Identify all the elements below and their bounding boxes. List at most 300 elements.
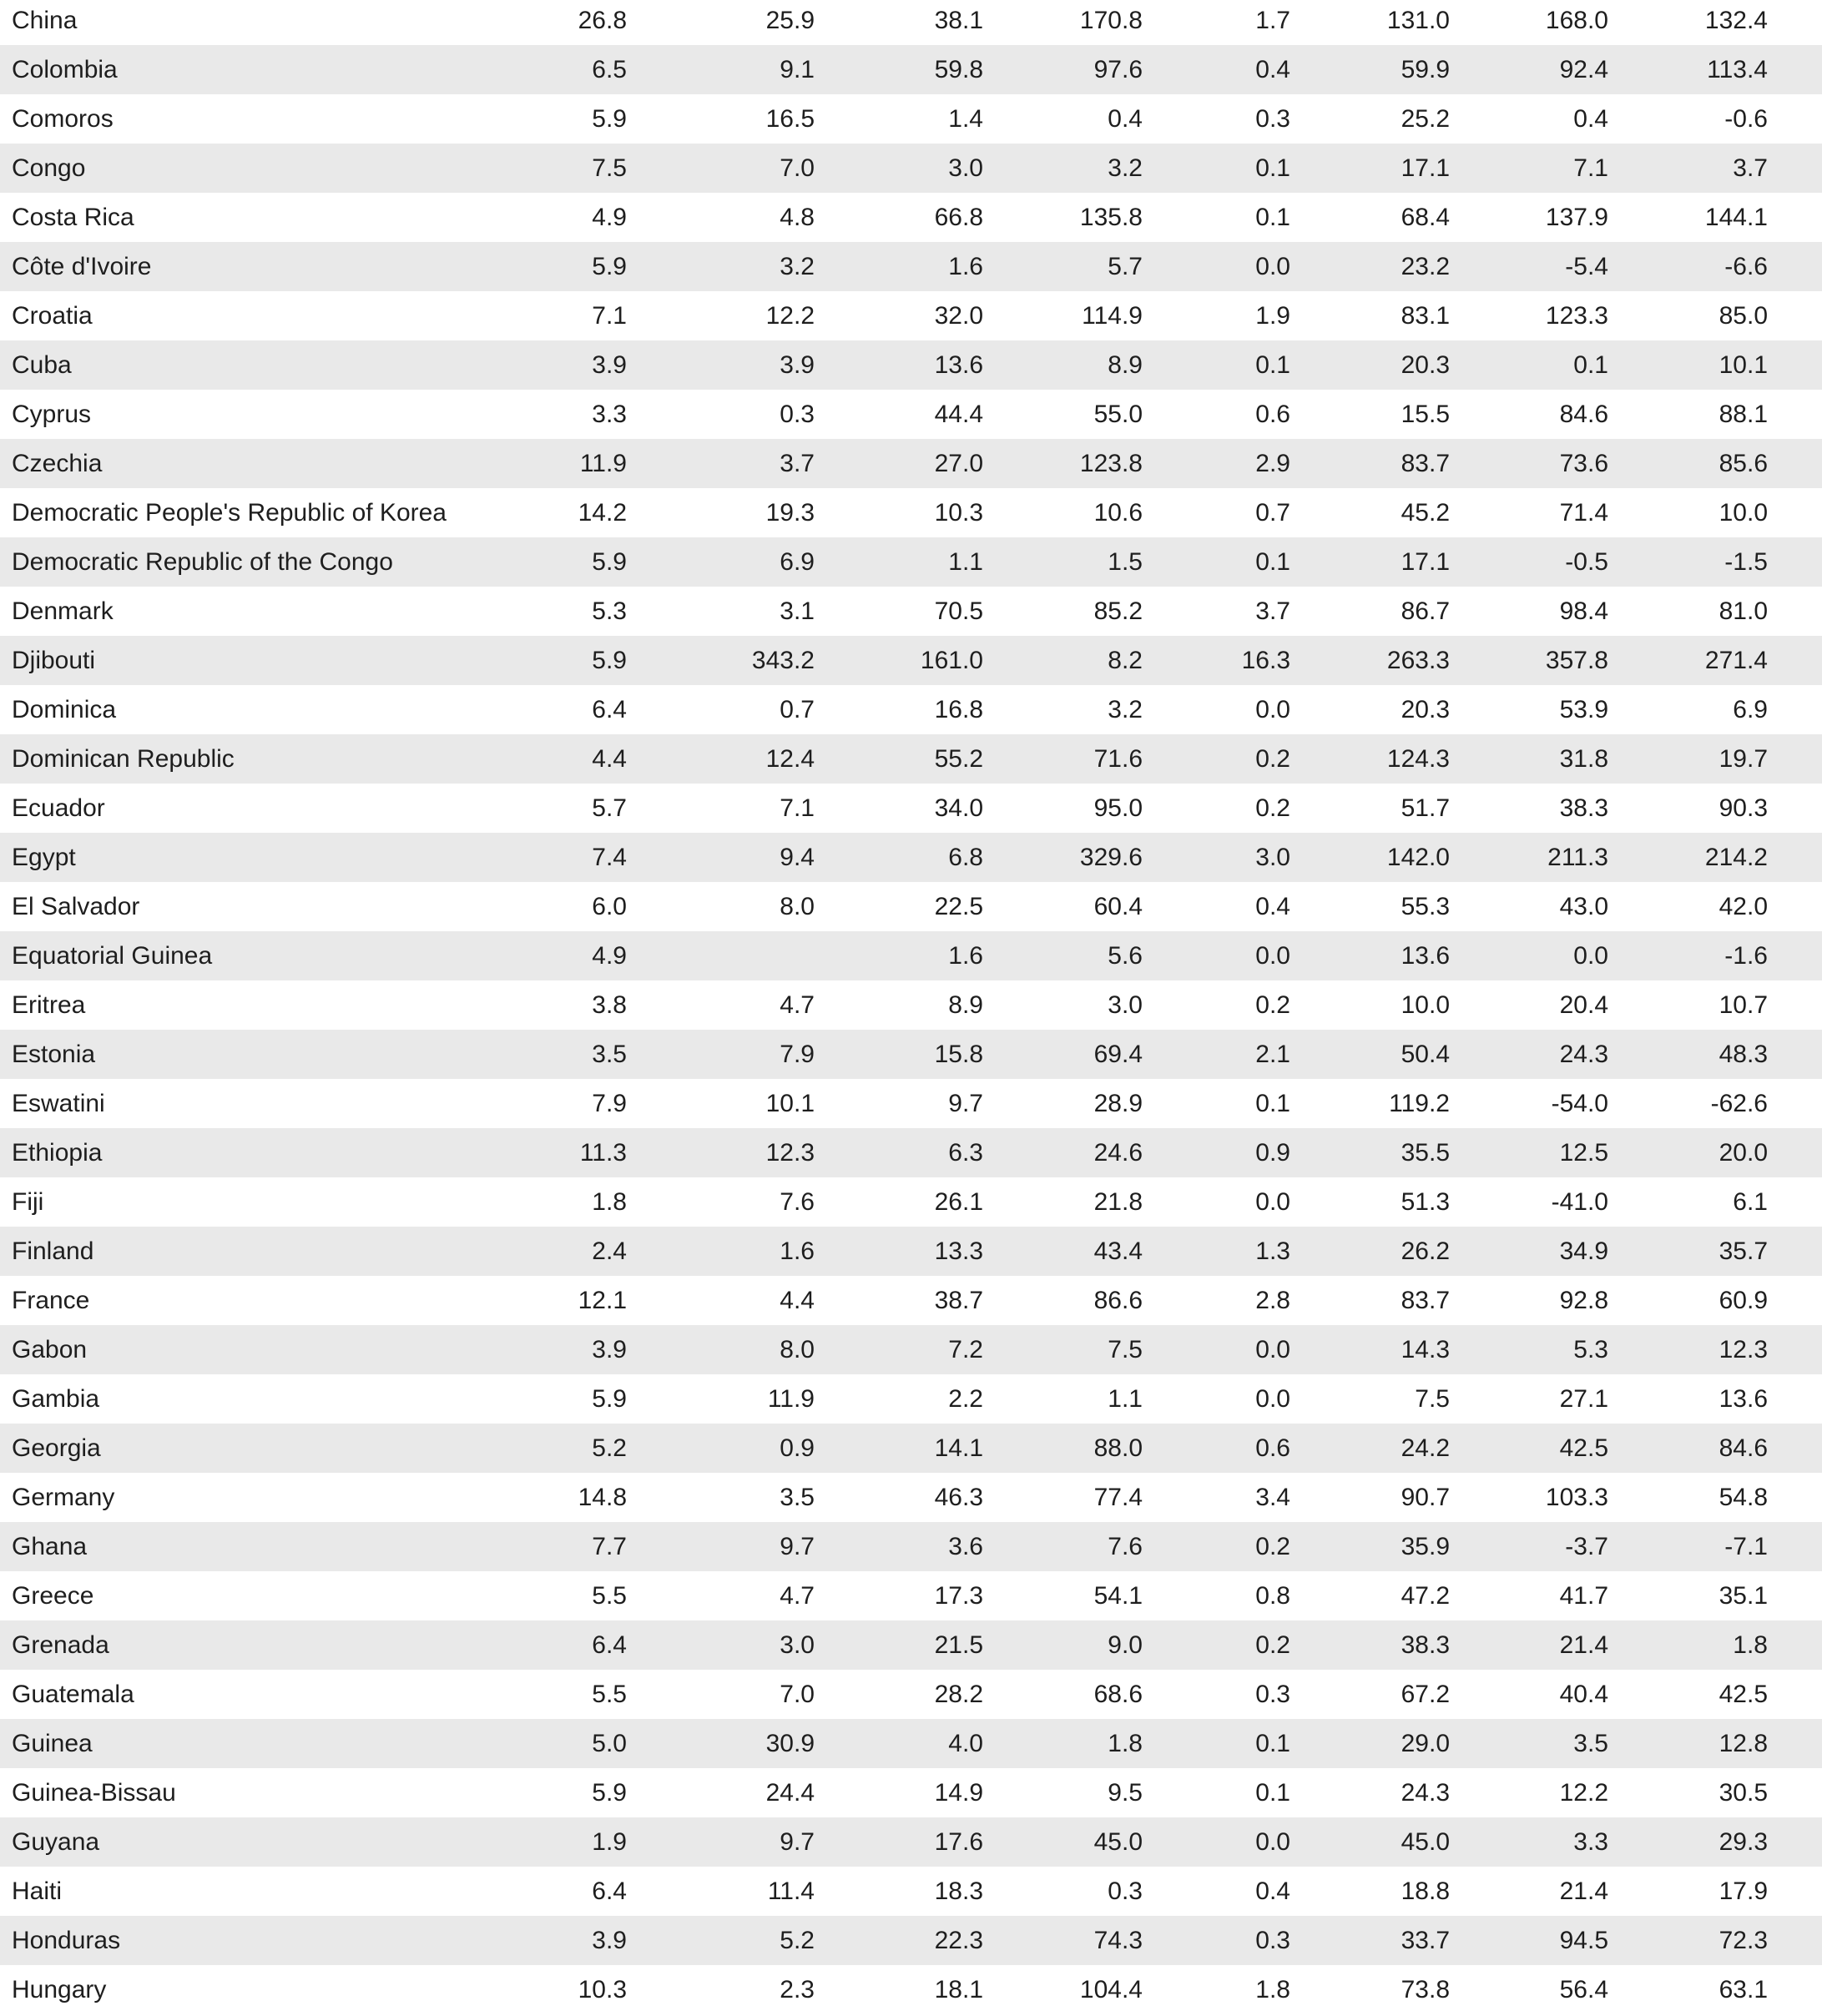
value-cell: -3.7 — [1565, 1533, 1608, 1560]
value-cell: 123.8 — [1079, 450, 1143, 477]
value-cell: 10.7 — [1719, 991, 1768, 1019]
value-cell: 21.4 — [1559, 1631, 1608, 1659]
value-cell: 67.2 — [1401, 1681, 1450, 1708]
value-cell: 3.8 — [592, 991, 627, 1019]
country-name-cell: Georgia — [12, 1434, 101, 1462]
value-cell: 3.4 — [1255, 1484, 1290, 1511]
value-cell: 42.5 — [1559, 1434, 1608, 1462]
value-cell: 3.7 — [1255, 597, 1290, 625]
value-cell: 98.4 — [1559, 597, 1608, 625]
value-cell: 114.9 — [1082, 302, 1143, 330]
value-cell: 132.4 — [1704, 7, 1768, 34]
value-cell: 8.0 — [780, 893, 815, 920]
value-cell: 0.2 — [1255, 1631, 1290, 1659]
value-cell: 13.3 — [934, 1237, 983, 1265]
country-name-cell: Finland — [12, 1237, 94, 1265]
value-cell: 0.4 — [1255, 56, 1290, 83]
value-cell: 123.3 — [1545, 302, 1608, 330]
value-cell: 3.2 — [780, 253, 815, 280]
value-cell: 168.0 — [1545, 7, 1608, 34]
value-cell: 0.2 — [1255, 1533, 1290, 1560]
value-cell: 4.9 — [592, 942, 627, 970]
value-cell: 6.0 — [592, 893, 627, 920]
value-cell: 16.3 — [1241, 647, 1290, 674]
value-cell: 7.5 — [1108, 1336, 1143, 1363]
country-name-cell: Greece — [12, 1582, 94, 1610]
value-cell: 9.7 — [780, 1533, 815, 1560]
value-cell: 14.1 — [934, 1434, 983, 1462]
value-cell: 15.5 — [1401, 401, 1450, 428]
value-cell: 31.8 — [1559, 745, 1608, 773]
value-cell: 3.0 — [1255, 844, 1290, 871]
value-cell: 5.9 — [592, 105, 627, 133]
value-cell: 8.9 — [948, 991, 983, 1019]
country-name-cell: Honduras — [12, 1927, 121, 1954]
table-row — [0, 1670, 1822, 1719]
value-cell: 5.2 — [592, 1434, 627, 1462]
value-cell: 0.0 — [1573, 942, 1608, 970]
value-cell: 11.9 — [767, 1385, 815, 1413]
value-cell: 7.7 — [592, 1533, 627, 1560]
value-cell: 0.4 — [1108, 105, 1143, 133]
value-cell: 2.8 — [1255, 1287, 1290, 1314]
value-cell: 1.9 — [1255, 302, 1290, 330]
country-name-cell: El Salvador — [12, 893, 140, 920]
value-cell: 357.8 — [1545, 647, 1608, 674]
value-cell: 9.4 — [780, 844, 815, 871]
value-cell: 2.9 — [1255, 450, 1290, 477]
value-cell: 20.3 — [1401, 696, 1450, 723]
value-cell: 0.1 — [1255, 548, 1290, 576]
value-cell: 55.3 — [1401, 893, 1450, 920]
table-row — [0, 1030, 1822, 1079]
value-cell: 5.5 — [592, 1582, 627, 1610]
value-cell: 34.0 — [934, 794, 983, 822]
country-name-cell: Ethiopia — [12, 1139, 103, 1167]
value-cell: 7.5 — [592, 154, 627, 182]
value-cell: 0.8 — [1255, 1582, 1290, 1610]
value-cell: 16.8 — [934, 696, 983, 723]
value-cell: 22.3 — [934, 1927, 983, 1954]
country-name-cell: Gambia — [12, 1385, 100, 1413]
table-row — [0, 242, 1822, 291]
value-cell: 84.6 — [1719, 1434, 1768, 1462]
country-name-cell: France — [12, 1287, 90, 1314]
table-row — [0, 1867, 1822, 1916]
value-cell: 24.6 — [1093, 1139, 1143, 1167]
table-row — [0, 537, 1822, 587]
value-cell: 113.4 — [1707, 56, 1768, 83]
value-cell: 3.5 — [592, 1041, 627, 1068]
value-cell: 47.2 — [1401, 1582, 1450, 1610]
value-cell: 16.5 — [765, 105, 815, 133]
value-cell: 6.4 — [592, 1631, 627, 1659]
value-cell: 24.3 — [1559, 1041, 1608, 1068]
value-cell: 6.4 — [592, 1877, 627, 1905]
value-cell: 5.5 — [592, 1681, 627, 1708]
country-name-cell: Costa Rica — [12, 204, 134, 231]
value-cell: 17.9 — [1719, 1877, 1768, 1905]
value-cell: 6.4 — [592, 696, 627, 723]
table-row — [0, 1620, 1822, 1670]
value-cell: 40.4 — [1559, 1681, 1608, 1708]
value-cell: 4.7 — [780, 1582, 815, 1610]
table-row — [0, 144, 1822, 193]
value-cell: 104.4 — [1079, 1976, 1143, 2003]
country-name-cell: China — [12, 7, 78, 34]
value-cell: 56.4 — [1559, 1976, 1608, 2003]
country-name-cell: Côte d'Ivoire — [12, 253, 152, 280]
value-cell: 28.2 — [934, 1681, 983, 1708]
value-cell: 2.2 — [948, 1385, 983, 1413]
value-cell: 12.4 — [765, 745, 815, 773]
value-cell: 5.9 — [592, 1779, 627, 1807]
value-cell: 8.0 — [780, 1336, 815, 1363]
table-row — [0, 1473, 1822, 1522]
value-cell: 5.3 — [592, 597, 627, 625]
table-row — [0, 340, 1822, 390]
value-cell: 7.6 — [780, 1188, 815, 1216]
value-cell: 12.2 — [765, 302, 815, 330]
value-cell: 68.4 — [1401, 204, 1450, 231]
value-cell: 20.3 — [1401, 351, 1450, 379]
value-cell: 15.8 — [934, 1041, 983, 1068]
value-cell: 0.6 — [1255, 1434, 1290, 1462]
value-cell: 5.2 — [780, 1927, 815, 1954]
value-cell: 26.2 — [1401, 1237, 1450, 1265]
value-cell: 103.3 — [1545, 1484, 1608, 1511]
value-cell: 5.0 — [592, 1730, 627, 1757]
value-cell: 329.6 — [1079, 844, 1143, 871]
value-cell: 11.4 — [767, 1877, 815, 1905]
value-cell: 271.4 — [1704, 647, 1768, 674]
table-row — [0, 931, 1822, 980]
value-cell: 10.0 — [1401, 991, 1450, 1019]
value-cell: 60.9 — [1719, 1287, 1768, 1314]
value-cell: 13.6 — [1401, 942, 1450, 970]
value-cell: 0.0 — [1255, 253, 1290, 280]
value-cell: 9.1 — [780, 56, 815, 83]
value-cell: 97.6 — [1093, 56, 1143, 83]
value-cell: 2.4 — [592, 1237, 627, 1265]
table-row — [0, 1177, 1822, 1227]
value-cell: 0.9 — [1255, 1139, 1290, 1167]
value-cell: 94.5 — [1559, 1927, 1608, 1954]
country-name-cell: Eritrea — [12, 991, 86, 1019]
value-cell: -1.6 — [1724, 942, 1768, 970]
value-cell: 0.2 — [1255, 991, 1290, 1019]
value-cell: 17.1 — [1401, 548, 1450, 576]
value-cell: 6.5 — [592, 56, 627, 83]
value-cell: 73.6 — [1559, 450, 1608, 477]
value-cell: -0.6 — [1724, 105, 1768, 133]
value-cell: 214.2 — [1704, 844, 1768, 871]
country-name-cell: Fiji — [12, 1188, 44, 1216]
value-cell: 54.1 — [1093, 1582, 1143, 1610]
table-row — [0, 1276, 1822, 1325]
table-row — [0, 1916, 1822, 1965]
value-cell: 7.1 — [592, 302, 627, 330]
country-name-cell: Egypt — [12, 844, 76, 871]
value-cell: 3.0 — [948, 154, 983, 182]
country-name-cell: Ghana — [12, 1533, 88, 1560]
value-cell: 48.3 — [1719, 1041, 1768, 1068]
value-cell: 4.4 — [592, 745, 627, 773]
table-row — [0, 45, 1822, 94]
value-cell: 25.9 — [765, 7, 815, 34]
value-cell: 24.3 — [1401, 1779, 1450, 1807]
country-name-cell: Croatia — [12, 302, 93, 330]
value-cell: 83.7 — [1401, 450, 1450, 477]
value-cell: 0.4 — [1255, 893, 1290, 920]
country-name-cell: Dominican Republic — [12, 745, 235, 773]
value-cell: 0.4 — [1573, 105, 1608, 133]
value-cell: 35.9 — [1401, 1533, 1450, 1560]
value-cell: 0.1 — [1573, 351, 1608, 379]
value-cell: 29.3 — [1719, 1828, 1768, 1856]
value-cell: 6.3 — [948, 1139, 983, 1167]
value-cell: 44.4 — [934, 401, 983, 428]
value-cell: -5.4 — [1565, 253, 1608, 280]
value-cell: 0.0 — [1255, 696, 1290, 723]
value-cell: 9.7 — [780, 1828, 815, 1856]
value-cell: 4.8 — [780, 204, 815, 231]
value-cell: 12.8 — [1719, 1730, 1768, 1757]
value-cell: 85.0 — [1719, 302, 1768, 330]
value-cell: 88.1 — [1719, 401, 1768, 428]
value-cell: 45.2 — [1401, 499, 1450, 527]
value-cell: 42.0 — [1719, 893, 1768, 920]
value-cell: 19.7 — [1719, 745, 1768, 773]
table-row — [0, 1128, 1822, 1177]
value-cell: 3.7 — [1733, 154, 1768, 182]
table-row — [0, 1374, 1822, 1424]
value-cell: 131.0 — [1386, 7, 1450, 34]
country-name-cell: Colombia — [12, 56, 118, 83]
value-cell: 1.8 — [1108, 1730, 1143, 1757]
value-cell: 170.8 — [1079, 7, 1143, 34]
value-cell: 30.5 — [1719, 1779, 1768, 1807]
table-row — [0, 94, 1822, 144]
value-cell: 7.6 — [1108, 1533, 1143, 1560]
table-row — [0, 980, 1822, 1030]
value-cell: 38.7 — [934, 1287, 983, 1314]
value-cell: 3.5 — [780, 1484, 815, 1511]
value-cell: 10.1 — [1719, 351, 1768, 379]
value-cell: 0.1 — [1255, 1090, 1290, 1117]
value-cell: 21.8 — [1093, 1188, 1143, 1216]
value-cell: 3.1 — [780, 597, 815, 625]
table-row — [0, 833, 1822, 882]
value-cell: 92.8 — [1559, 1287, 1608, 1314]
value-cell: 7.2 — [948, 1336, 983, 1363]
country-name-cell: Hungary — [12, 1976, 107, 2003]
value-cell: 11.9 — [579, 450, 627, 477]
country-name-cell: Guatemala — [12, 1681, 134, 1708]
value-cell: 5.9 — [592, 647, 627, 674]
value-cell: 63.1 — [1719, 1976, 1768, 2003]
value-cell: 5.9 — [592, 1385, 627, 1413]
value-cell: 28.9 — [1093, 1090, 1143, 1117]
value-cell: 14.3 — [1401, 1336, 1450, 1363]
value-cell: 0.1 — [1255, 154, 1290, 182]
value-cell: 4.0 — [948, 1730, 983, 1757]
value-cell: 10.0 — [1719, 499, 1768, 527]
value-cell: 5.7 — [592, 794, 627, 822]
value-cell: 0.7 — [1255, 499, 1290, 527]
country-name-cell: Democratic People's Republic of Korea — [12, 499, 447, 527]
value-cell: 88.0 — [1093, 1434, 1143, 1462]
value-cell: 60.4 — [1093, 893, 1143, 920]
value-cell: 83.7 — [1401, 1287, 1450, 1314]
value-cell: 10.3 — [934, 499, 983, 527]
value-cell: 7.0 — [780, 154, 815, 182]
value-cell: 3.2 — [1108, 154, 1143, 182]
value-cell: 0.0 — [1255, 1828, 1290, 1856]
value-cell: 10.6 — [1093, 499, 1143, 527]
value-cell: 8.9 — [1108, 351, 1143, 379]
value-cell: 5.6 — [1108, 942, 1143, 970]
value-cell: 0.3 — [1255, 105, 1290, 133]
value-cell: 38.1 — [934, 7, 983, 34]
table-row — [0, 439, 1822, 488]
value-cell: 21.5 — [934, 1631, 983, 1659]
table-row — [0, 1719, 1822, 1768]
value-cell: 7.5 — [1415, 1385, 1450, 1413]
value-cell: 24.4 — [765, 1779, 815, 1807]
value-cell: 1.9 — [592, 1828, 627, 1856]
country-name-cell: Denmark — [12, 597, 114, 625]
value-cell: 0.6 — [1255, 401, 1290, 428]
value-cell: 6.9 — [1733, 696, 1768, 723]
value-cell: 18.1 — [934, 1976, 983, 2003]
value-cell: 5.3 — [1573, 1336, 1608, 1363]
value-cell: 1.8 — [1733, 1631, 1768, 1659]
value-cell: 14.2 — [578, 499, 627, 527]
value-cell: 71.6 — [1093, 745, 1143, 773]
value-cell: 3.2 — [1108, 696, 1143, 723]
value-cell: 55.2 — [934, 745, 983, 773]
value-cell: 70.5 — [934, 597, 983, 625]
value-cell: 4.9 — [592, 204, 627, 231]
value-cell: 84.6 — [1559, 401, 1608, 428]
table-row — [0, 1571, 1822, 1620]
value-cell: 95.0 — [1093, 794, 1143, 822]
value-cell: 46.3 — [934, 1484, 983, 1511]
value-cell: 137.9 — [1545, 204, 1608, 231]
value-cell: 0.1 — [1255, 1779, 1290, 1807]
value-cell: 0.9 — [780, 1434, 815, 1462]
value-cell: 6.9 — [780, 548, 815, 576]
value-cell: -1.5 — [1724, 548, 1768, 576]
value-cell: 41.7 — [1559, 1582, 1608, 1610]
value-cell: 66.8 — [934, 204, 983, 231]
country-name-cell: Congo — [12, 154, 86, 182]
value-cell: 3.9 — [592, 1927, 627, 1954]
value-cell: 1.8 — [592, 1188, 627, 1216]
value-cell: 0.3 — [1108, 1877, 1143, 1905]
value-cell: 35.7 — [1719, 1237, 1768, 1265]
value-cell: 4.4 — [780, 1287, 815, 1314]
table-row — [0, 1522, 1822, 1571]
value-cell: 81.0 — [1719, 597, 1768, 625]
value-cell: 30.9 — [765, 1730, 815, 1757]
value-cell: 161.0 — [920, 647, 983, 674]
value-cell: 7.9 — [592, 1090, 627, 1117]
value-cell: 45.0 — [1093, 1828, 1143, 1856]
value-cell: 12.2 — [1559, 1779, 1608, 1807]
value-cell: 1.5 — [1108, 548, 1143, 576]
value-cell: 211.3 — [1547, 844, 1608, 871]
table-row — [0, 1227, 1822, 1276]
country-name-cell: Gabon — [12, 1336, 88, 1363]
value-cell: 1.1 — [1108, 1385, 1143, 1413]
value-cell: 51.3 — [1401, 1188, 1450, 1216]
value-cell: 9.5 — [1108, 1779, 1143, 1807]
value-cell: 54.8 — [1719, 1484, 1768, 1511]
value-cell: 27.1 — [1559, 1385, 1608, 1413]
value-cell: 6.1 — [1733, 1188, 1768, 1216]
country-name-cell: Haiti — [12, 1877, 63, 1905]
value-cell: 1.1 — [948, 548, 983, 576]
country-name-cell: Cuba — [12, 351, 72, 379]
value-cell: 20.4 — [1559, 991, 1608, 1019]
country-name-cell: Guinea — [12, 1730, 93, 1757]
value-cell: 23.2 — [1401, 253, 1450, 280]
value-cell: 0.0 — [1255, 942, 1290, 970]
value-cell: 7.1 — [780, 794, 815, 822]
table-row — [0, 1325, 1822, 1374]
table-row — [0, 784, 1822, 833]
value-cell: 59.9 — [1401, 56, 1450, 83]
table-row — [0, 488, 1822, 537]
country-name-cell: Germany — [12, 1484, 115, 1511]
table-row — [0, 390, 1822, 439]
value-cell: -62.6 — [1710, 1090, 1768, 1117]
value-cell: 7.4 — [592, 844, 627, 871]
value-cell: 3.3 — [592, 401, 627, 428]
value-cell: 3.9 — [592, 1336, 627, 1363]
value-cell: -54.0 — [1551, 1090, 1608, 1117]
table-row — [0, 193, 1822, 242]
value-cell: 10.3 — [578, 1976, 627, 2003]
value-cell: 0.3 — [780, 401, 815, 428]
value-cell: 4.7 — [780, 991, 815, 1019]
value-cell: 5.9 — [592, 548, 627, 576]
value-cell: 26.1 — [934, 1188, 983, 1216]
table-row — [0, 1817, 1822, 1867]
value-cell: 8.2 — [1108, 647, 1143, 674]
value-cell: 1.6 — [948, 253, 983, 280]
value-cell: 20.0 — [1719, 1139, 1768, 1167]
value-cell: 0.0 — [1255, 1385, 1290, 1413]
value-cell: 0.3 — [1255, 1927, 1290, 1954]
value-cell: 25.2 — [1401, 105, 1450, 133]
value-cell: 1.6 — [780, 1237, 815, 1265]
value-cell: 43.4 — [1093, 1237, 1143, 1265]
value-cell: 0.1 — [1255, 351, 1290, 379]
value-cell: 3.7 — [780, 450, 815, 477]
value-cell: 9.7 — [948, 1090, 983, 1117]
value-cell: 12.5 — [1559, 1139, 1608, 1167]
value-cell: 1.3 — [1255, 1237, 1290, 1265]
value-cell: 0.4 — [1255, 1877, 1290, 1905]
value-cell: 0.3 — [1255, 1681, 1290, 1708]
value-cell: 35.5 — [1401, 1139, 1450, 1167]
value-cell: 0.1 — [1255, 1730, 1290, 1757]
value-cell: 343.2 — [751, 647, 815, 674]
value-cell: -0.5 — [1565, 548, 1608, 576]
